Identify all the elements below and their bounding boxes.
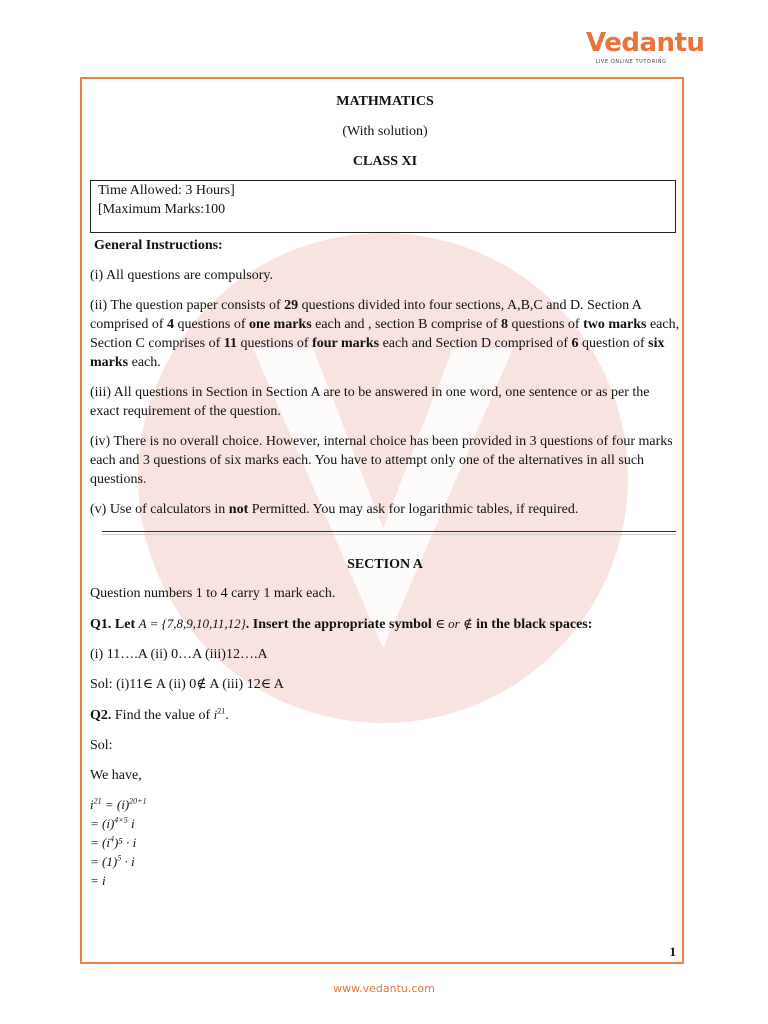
step-3: = $(i^4)^5 \cdot i$ xyxy=(90,834,137,850)
instruction-ii: (ii) The question paper consists of 29 questions divided into four sections, A,B,C and D. Section A comprised of 4 questions of one marks each and , section B comprise of 8 questions of two marks each, Section C comprises of 11 questions of four marks each and Section D comprised of 6 question of six marks each. xyxy=(90,298,680,370)
page-number: 1 xyxy=(669,944,676,959)
instruction-iii: (iii) All questions in Section in Section A are to be answered in one word, one sentence or as per the exact requirement of the question. xyxy=(90,385,650,419)
instructions-heading: General Instructions: xyxy=(94,238,223,253)
step-5: = i xyxy=(90,873,106,888)
solution-steps xyxy=(90,795,680,890)
question-2: Q2. Find the value of $i^{21}$. xyxy=(90,706,229,723)
question-1: Q1. Let A = {7,8,9,10,11,12}. Insert the appropriate symbol ∈ or ∉ in the black spaces: xyxy=(90,616,593,632)
instruction-i: (i) All questions are compulsory. xyxy=(90,268,274,283)
subject-title: MATHMATICS xyxy=(336,94,434,109)
class-title: CLASS XI xyxy=(352,154,418,169)
footer-link[interactable]: www.vedantu.com xyxy=(333,982,435,995)
section-note: Question numbers 1 to 4 carry 1 mark each. xyxy=(90,586,336,601)
subtitle: (With solution) xyxy=(342,124,428,139)
document-content xyxy=(90,90,680,890)
time-allowed: Time Allowed: 3 Hours] xyxy=(98,183,235,198)
logo-wordmark: Vedantu xyxy=(586,28,705,58)
divider-shadow xyxy=(102,534,676,535)
time-marks-box xyxy=(90,180,676,233)
step-4: = $(1)^5 \cdot i$ xyxy=(90,853,135,869)
question-2-solution-label: Sol: xyxy=(90,738,113,753)
question-1-solution: Sol: (i)11∈ A (ii) 0∉ A (iii) 12∈ A xyxy=(90,677,284,692)
divider xyxy=(102,531,676,532)
question-1-parts: (i) 11….A (ii) 0…A (iii)12….A xyxy=(90,647,268,662)
we-have: We have, xyxy=(90,768,142,783)
step-1: $i^{21} = (i)^{20+1}$ xyxy=(90,796,147,812)
logo-tagline: LIVE ONLINE TUTORING xyxy=(595,59,667,65)
maximum-marks: [Maximum Marks:100 xyxy=(98,202,226,217)
instruction-v: (v) Use of calculators in not Permitted. You may ask for logarithmic tables, if required. xyxy=(90,502,579,517)
step-2: = $(i)^{4\times 5}$ i xyxy=(90,815,135,831)
vedantu-logo xyxy=(586,28,705,70)
section-title: SECTION A xyxy=(347,557,423,572)
instruction-iv: (iv) There is no overall choice. However, internal choice has been provided in 3 questions of four marks each and 3 questions of six marks each. You have to attempt only one of the alternatives in all such questions. xyxy=(90,434,673,487)
